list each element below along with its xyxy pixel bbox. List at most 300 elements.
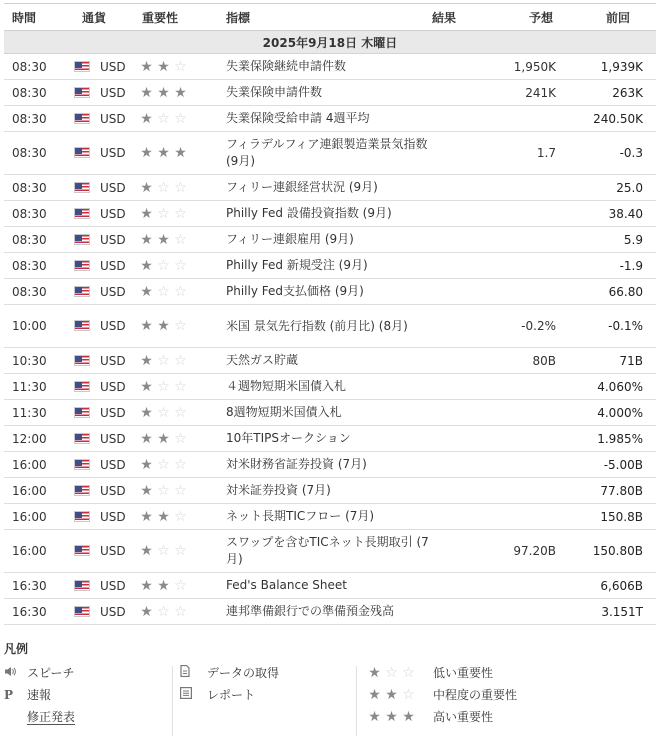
event-currency [74,452,138,478]
event-row[interactable] [4,573,656,599]
star-empty-icon: ☆ [157,456,170,473]
star-filled-icon: ★ [140,179,153,196]
star-filled-icon: ★ [157,508,170,525]
medium-importance-stars-icon: ★ ★ ☆ [368,687,415,703]
star-empty-icon: ☆ [174,283,187,300]
star-empty-icon: ☆ [157,205,170,222]
us-flag-icon [74,606,90,617]
star-empty-icon: ☆ [174,58,187,75]
event-previous: -5.00B [569,452,656,478]
star-empty-icon: ☆ [157,482,170,499]
legend-col-1 [4,662,75,728]
event-currency [74,175,138,201]
header-time[interactable]: 時間 [4,4,74,31]
star-filled-icon: ★ [140,482,153,499]
event-actual [432,478,490,504]
star-empty-icon: ☆ [174,456,187,473]
event-forecast [490,253,569,279]
us-flag-icon [74,286,90,297]
us-flag-icon [74,459,90,470]
event-importance-stars [138,478,226,504]
legend-revised [4,706,75,728]
event-row[interactable] [4,374,656,400]
star-empty-icon: ☆ [157,404,170,421]
star-empty-icon: ☆ [157,378,170,395]
event-forecast [490,573,569,599]
star-empty-icon: ☆ [174,179,187,196]
event-forecast: 97.20B [490,530,569,573]
star-filled-icon: ★ [140,404,153,421]
legend-revised-label: 修正発表 [27,710,76,724]
event-forecast [490,175,569,201]
event-currency [74,530,138,573]
star-filled-icon: ★ [157,430,170,447]
event-previous: 4.060% [569,374,656,400]
event-previous: 71B [569,348,656,374]
star-empty-icon: ☆ [174,205,187,222]
event-previous: 6,606B [569,573,656,599]
event-time: 12:00 [4,426,74,452]
header-actual[interactable]: 結果 [432,4,490,31]
report-icon [180,684,200,706]
event-time: 08:30 [4,106,74,132]
us-flag-icon [74,485,90,496]
date-label: 2025年9月18日 木曜日 [4,31,656,54]
event-currency-code: USD [100,180,126,195]
us-flag-icon [74,433,90,444]
event-forecast: 241K [490,80,569,106]
star-empty-icon: ☆ [174,577,187,594]
star-empty-icon: ☆ [174,318,187,334]
event-actual [432,599,490,625]
event-currency [74,80,138,106]
event-previous: 4.000% [569,400,656,426]
event-importance-stars [138,504,226,530]
event-currency [74,227,138,253]
event-currency [74,201,138,227]
header-indicator[interactable]: 指標 [226,4,432,31]
legend-low [366,662,517,684]
event-actual [432,374,490,400]
star-empty-icon: ☆ [157,110,170,127]
event-forecast [490,504,569,530]
star-empty-icon: ☆ [174,482,187,499]
event-forecast [490,374,569,400]
legend-preliminary [4,684,75,706]
event-indicator[interactable]: 対米財務省証券投資 (7月) [226,452,432,478]
event-time: 10:30 [4,348,74,374]
event-currency [74,426,138,452]
legend-title: 凡例 [4,642,29,656]
event-forecast [490,452,569,478]
event-previous: -0.3 [569,132,656,175]
legend-report-label: レポート [207,688,256,702]
us-flag-icon [74,320,90,331]
event-importance-stars [138,279,226,305]
event-currency [74,279,138,305]
event-row[interactable] [4,452,656,478]
high-importance-stars-icon: ★ ★ ★ [368,709,415,725]
us-flag-icon [74,87,90,98]
event-indicator[interactable]: 失業保険継続申請件数 [226,54,432,80]
star-filled-icon: ★ [174,145,187,161]
us-flag-icon [74,182,90,193]
event-currency [74,478,138,504]
event-forecast: 80B [490,348,569,374]
event-currency-code: USD [100,604,126,619]
event-row[interactable] [4,132,656,175]
header-row [4,4,656,31]
event-previous: 1.985% [569,426,656,452]
legend-high-label: 高い重要性 [433,710,494,724]
event-indicator[interactable]: フィリー連銀雇用 (9月) [226,227,432,253]
star-empty-icon: ☆ [157,179,170,196]
event-currency [74,573,138,599]
star-filled-icon: ★ [157,231,170,248]
star-filled-icon: ★ [140,145,153,161]
event-row[interactable] [4,348,656,374]
event-currency [74,253,138,279]
legend-speech-label: スピーチ [27,666,75,680]
event-actual [432,305,490,348]
event-time: 08:30 [4,132,74,175]
event-actual [432,279,490,305]
event-importance-stars [138,426,226,452]
event-time: 08:30 [4,227,74,253]
star-filled-icon: ★ [140,257,153,274]
us-flag-icon [74,511,90,522]
event-previous: 38.40 [569,201,656,227]
event-time: 16:00 [4,504,74,530]
legend [4,640,656,725]
event-time: 16:30 [4,573,74,599]
event-currency [74,504,138,530]
event-indicator[interactable]: フィラデルフィア連銀製造業景気指数 (9月) [226,132,432,175]
star-filled-icon: ★ [157,318,170,334]
event-actual [432,80,490,106]
event-indicator[interactable]: 10年TIPSオークション [226,426,432,452]
event-time: 11:30 [4,374,74,400]
event-importance-stars [138,80,226,106]
event-previous: 77.80B [569,478,656,504]
star-empty-icon: ☆ [174,508,187,525]
header-currency[interactable]: 通貨 [74,4,138,31]
event-importance-stars [138,132,226,175]
event-previous: 66.80 [569,279,656,305]
event-importance-stars [138,54,226,80]
us-flag-icon [74,580,90,591]
event-currency-code: USD [100,483,126,498]
star-filled-icon: ★ [140,378,153,395]
event-currency [74,374,138,400]
star-filled-icon: ★ [174,84,187,101]
event-currency-code: USD [100,379,126,394]
event-indicator[interactable]: フィリー連銀経営状況 (9月) [226,175,432,201]
star-filled-icon: ★ [140,508,153,525]
event-time: 16:00 [4,478,74,504]
star-empty-icon: ☆ [174,430,187,447]
event-currency-code: USD [100,232,126,247]
legend-divider-2 [356,666,357,736]
star-filled-icon: ★ [140,318,153,334]
event-row[interactable] [4,201,656,227]
event-actual [432,106,490,132]
us-flag-icon [74,113,90,124]
event-currency-code: USD [100,146,126,160]
event-row[interactable] [4,279,656,305]
event-importance-stars [138,599,226,625]
event-time: 08:30 [4,54,74,80]
star-filled-icon: ★ [140,283,153,300]
event-currency-code: USD [100,509,126,524]
event-actual [432,573,490,599]
star-empty-icon: ☆ [174,231,187,248]
legend-speech [4,662,75,684]
star-empty-icon: ☆ [157,543,170,559]
event-previous: 3.151T [569,599,656,625]
event-importance-stars [138,227,226,253]
event-indicator[interactable]: 失業保険申請件数 [226,80,432,106]
star-filled-icon: ★ [140,430,153,447]
event-forecast: 1.7 [490,132,569,175]
event-indicator[interactable]: 対米証券投資 (7月) [226,478,432,504]
event-currency-code: USD [100,431,126,446]
event-indicator[interactable]: Philly Fed 新規受注 (9月) [226,253,432,279]
event-row[interactable] [4,80,656,106]
event-actual [432,426,490,452]
event-row[interactable] [4,106,656,132]
event-row[interactable] [4,54,656,80]
event-currency [74,54,138,80]
event-importance-stars [138,452,226,478]
star-empty-icon: ☆ [174,543,187,559]
event-row[interactable] [4,305,656,348]
event-time: 08:30 [4,201,74,227]
us-flag-icon [74,407,90,418]
event-indicator[interactable]: Fed's Balance Sheet [226,573,432,599]
event-indicator[interactable]: ４週物短期米国債入札 [226,374,432,400]
event-forecast [490,279,569,305]
event-indicator[interactable]: 8週物短期米国債入札 [226,400,432,426]
star-filled-icon: ★ [140,352,153,369]
header-forecast[interactable]: 予想 [490,4,569,31]
event-previous: 1,939K [569,54,656,80]
event-importance-stars [138,573,226,599]
event-previous: -0.1% [569,305,656,348]
event-currency-code: USD [100,319,126,333]
event-actual [432,132,490,175]
event-time: 08:30 [4,175,74,201]
event-previous: 5.9 [569,227,656,253]
event-currency-code: USD [100,405,126,420]
event-previous: 150.8B [569,504,656,530]
event-actual [432,54,490,80]
header-previous[interactable]: 前回 [569,4,656,31]
star-empty-icon: ☆ [174,603,187,620]
star-empty-icon: ☆ [157,603,170,620]
star-filled-icon: ★ [140,231,153,248]
event-time: 16:30 [4,599,74,625]
star-filled-icon: ★ [157,577,170,594]
event-currency [74,305,138,348]
us-flag-icon [74,545,90,556]
low-importance-stars-icon: ★ ☆ ☆ [368,665,415,681]
event-row[interactable] [4,227,656,253]
legend-medium-label: 中程度の重要性 [433,688,518,702]
star-empty-icon: ☆ [174,352,187,369]
event-forecast [490,599,569,625]
date-row [4,31,656,54]
event-importance-stars [138,348,226,374]
event-row[interactable] [4,530,656,573]
event-time: 08:30 [4,253,74,279]
legend-col-3 [366,662,517,728]
star-filled-icon: ★ [157,84,170,101]
event-importance-stars [138,400,226,426]
event-actual [432,348,490,374]
us-flag-icon [74,260,90,271]
event-importance-stars [138,530,226,573]
star-filled-icon: ★ [140,577,153,594]
star-filled-icon: ★ [140,84,153,101]
us-flag-icon [74,234,90,245]
event-previous: 25.0 [569,175,656,201]
event-importance-stars [138,201,226,227]
legend-low-label: 低い重要性 [433,666,494,680]
legend-preliminary-label: 速報 [27,688,52,702]
us-flag-icon [74,208,90,219]
star-empty-icon: ☆ [174,257,187,274]
header-importance[interactable]: 重要性 [138,4,226,31]
event-indicator[interactable]: ネット長期TICフロー (7月) [226,504,432,530]
event-previous: -1.9 [569,253,656,279]
event-importance-stars [138,374,226,400]
event-importance-stars [138,175,226,201]
star-empty-icon: ☆ [157,257,170,274]
star-filled-icon: ★ [140,110,153,127]
event-actual [432,400,490,426]
star-empty-icon: ☆ [174,404,187,421]
event-indicator[interactable]: スワップを含むTICネット長期取引 (7月) [226,530,432,573]
event-time: 08:30 [4,279,74,305]
event-row[interactable] [4,504,656,530]
event-currency [74,599,138,625]
event-indicator[interactable]: Philly Fed 設備投資指数 (9月) [226,201,432,227]
event-importance-stars [138,106,226,132]
event-previous: 150.80B [569,530,656,573]
event-actual [432,530,490,573]
star-filled-icon: ★ [140,456,153,473]
us-flag-icon [74,61,90,72]
event-currency-code: USD [100,578,126,593]
event-actual [432,227,490,253]
legend-retrieve-label: データの取得 [207,666,280,680]
event-actual [432,201,490,227]
legend-high [366,706,517,728]
event-indicator[interactable]: Philly Fed支払価格 (9月) [226,279,432,305]
event-importance-stars [138,305,226,348]
legend-report [180,684,279,706]
us-flag-icon [74,381,90,392]
event-actual [432,175,490,201]
star-filled-icon: ★ [140,543,153,559]
event-currency-code: USD [100,353,126,368]
event-currency-code: USD [100,457,126,472]
star-filled-icon: ★ [140,205,153,222]
event-forecast [490,201,569,227]
event-currency-code: USD [100,544,126,558]
event-actual [432,452,490,478]
star-empty-icon: ☆ [157,352,170,369]
event-currency-code: USD [100,258,126,273]
event-time: 11:30 [4,400,74,426]
event-forecast [490,227,569,253]
event-previous: 240.50K [569,106,656,132]
event-previous: 263K [569,80,656,106]
star-empty-icon: ☆ [157,283,170,300]
event-row[interactable] [4,400,656,426]
event-currency-code: USD [100,206,126,221]
event-currency-code: USD [100,111,126,126]
event-actual [432,504,490,530]
us-flag-icon [74,147,90,158]
preliminary-icon: P [4,688,14,702]
event-row[interactable] [4,599,656,625]
star-filled-icon: ★ [140,58,153,75]
event-currency [74,106,138,132]
event-indicator[interactable]: 失業保険受給申請 4週平均 [226,106,432,132]
event-indicator[interactable]: 連邦準備銀行での準備預金残高 [226,599,432,625]
event-time: 16:00 [4,530,74,573]
star-empty-icon: ☆ [174,110,187,127]
event-actual [432,253,490,279]
calendar-table [4,3,656,625]
event-forecast [490,106,569,132]
event-importance-stars [138,253,226,279]
event-indicator[interactable]: 天然ガス貯蔵 [226,348,432,374]
document-icon [180,662,200,684]
star-filled-icon: ★ [157,58,170,75]
event-time: 10:00 [4,305,74,348]
event-forecast [490,426,569,452]
event-indicator[interactable]: 米国 景気先行指数 (前月比) (8月) [226,305,432,348]
us-flag-icon [74,355,90,366]
event-time: 08:30 [4,80,74,106]
event-currency [74,132,138,175]
star-filled-icon: ★ [157,145,170,161]
event-currency-code: USD [100,284,126,299]
event-currency [74,348,138,374]
event-forecast [490,478,569,504]
event-row[interactable] [4,478,656,504]
event-currency-code: USD [100,59,126,74]
star-filled-icon: ★ [140,603,153,620]
event-forecast: 1,950K [490,54,569,80]
event-currency-code: USD [100,85,126,100]
event-time: 16:00 [4,452,74,478]
event-row[interactable] [4,426,656,452]
event-row[interactable] [4,253,656,279]
event-forecast: -0.2% [490,305,569,348]
legend-divider-1 [172,666,173,736]
event-row[interactable] [4,175,656,201]
legend-medium [366,684,517,706]
event-currency [74,400,138,426]
event-forecast [490,400,569,426]
legend-retrieve [180,662,279,684]
legend-col-2 [180,662,279,706]
speaker-icon [4,662,24,684]
